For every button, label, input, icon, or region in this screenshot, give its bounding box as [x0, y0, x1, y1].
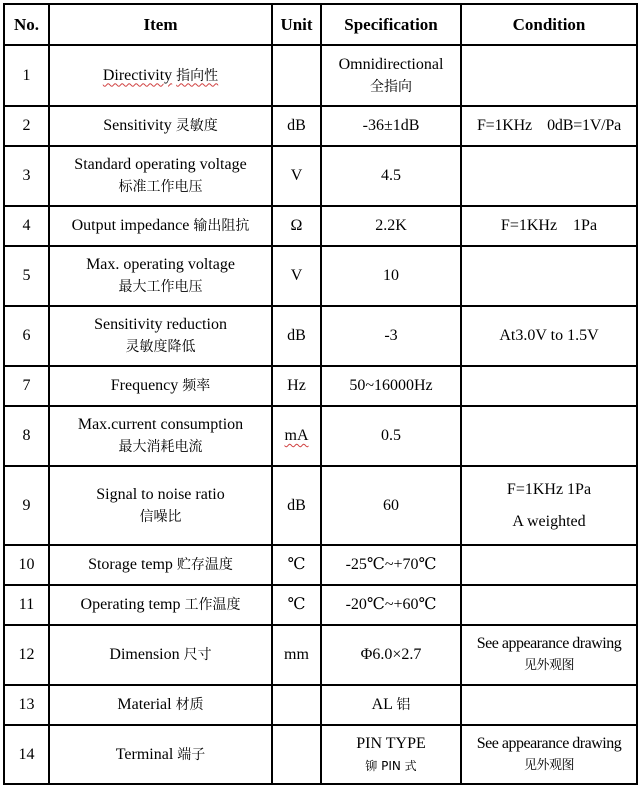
item-name-en: Frequency — [110, 377, 179, 394]
row-number: 12 — [4, 625, 49, 685]
item-cell — [49, 246, 272, 306]
condition-cell — [461, 466, 637, 545]
condition-value: F=1KHz 1Pa — [500, 217, 598, 234]
spec-cell: 0.5 — [321, 406, 461, 466]
item-name-en: Dimension — [109, 646, 180, 663]
spec-value-en: AL — [371, 696, 393, 713]
condition-value-cn: 见外观图 — [523, 757, 574, 773]
condition-value-en: See appearance drawing — [476, 635, 622, 652]
unit-cell: V — [272, 146, 321, 206]
condition-cell: At3.0V to 1.5V — [461, 306, 637, 366]
item-cell — [49, 685, 272, 725]
row-number: 9 — [4, 466, 49, 545]
unit-cell: V — [272, 246, 321, 306]
item-name-en: Output impedance — [71, 217, 190, 234]
unit-cell: ℃ — [272, 585, 321, 625]
row-number: 14 — [4, 725, 49, 784]
table-row — [4, 466, 637, 545]
item-cell — [49, 45, 272, 106]
item-cell — [49, 306, 272, 366]
header-specification: Specification — [321, 4, 461, 45]
item-name-cn: 最大工作电压 — [118, 279, 203, 295]
unit-cell: dB — [272, 106, 321, 146]
spec-value-cn: 铆 PIN 式 — [365, 758, 417, 773]
item-name-en: Signal to noise ratio — [96, 485, 225, 503]
item-cell — [49, 146, 272, 206]
item-name-en: Sensitivity — [103, 117, 172, 134]
header-no: No. — [4, 4, 49, 45]
condition-cell — [461, 206, 637, 246]
unit-cell — [272, 685, 321, 725]
unit-cell: Ω — [272, 206, 321, 246]
specification-table — [3, 3, 638, 785]
table-row — [4, 146, 637, 206]
table-row — [4, 45, 637, 106]
unit-cell — [272, 45, 321, 106]
item-cell — [49, 545, 272, 585]
condition-line-1: F=1KHz 1Pa — [506, 480, 592, 498]
item-name-cn: 贮存温度 — [176, 557, 233, 573]
table-row — [4, 366, 637, 406]
table-row — [4, 106, 637, 146]
spec-cell: -25℃~+70℃ — [321, 545, 461, 585]
header-item: Item — [49, 4, 272, 45]
row-number: 1 — [4, 45, 49, 106]
item-name-cn: 灵敏度 — [175, 118, 218, 134]
spec-cell: 50~16000Hz — [321, 366, 461, 406]
unit-cell: dB — [272, 306, 321, 366]
header-row — [4, 4, 637, 45]
table-row — [4, 406, 637, 466]
item-name-en: Storage temp — [88, 556, 173, 573]
condition-cell — [461, 146, 637, 206]
table-row — [4, 625, 637, 685]
spec-cell: -36±1dB — [321, 106, 461, 146]
condition-value: F=1KHz 0dB=1V/Pa — [476, 117, 622, 134]
table-row — [4, 585, 637, 625]
item-name-en: Sensitivity reduction — [94, 316, 227, 333]
item-name-cn: 尺寸 — [183, 647, 212, 663]
item-name-cn: 频率 — [182, 378, 211, 394]
spec-cell — [321, 725, 461, 784]
item-name-cn: 指向性 — [176, 67, 219, 84]
spec-cell — [321, 45, 461, 106]
row-number: 4 — [4, 206, 49, 246]
unit-cell: dB — [272, 466, 321, 545]
row-number: 6 — [4, 306, 49, 366]
item-cell — [49, 625, 272, 685]
spec-value-cn: 全指向 — [370, 78, 412, 95]
unit-cell — [272, 725, 321, 784]
item-name-en: Directivity — [102, 66, 173, 84]
item-name-en: Material — [117, 696, 172, 713]
condition-cell — [461, 625, 637, 685]
condition-cell — [461, 45, 637, 106]
condition-cell — [461, 246, 637, 306]
row-number: 2 — [4, 106, 49, 146]
item-name-en: Max. operating voltage — [86, 256, 235, 273]
item-cell — [49, 725, 272, 784]
spec-cell: 10 — [321, 246, 461, 306]
condition-cell — [461, 406, 637, 466]
table-row — [4, 725, 637, 784]
table-row — [4, 685, 637, 725]
spec-value-en: Omnidirectional — [338, 55, 444, 73]
item-name-cn: 最大消耗电流 — [118, 439, 203, 455]
condition-cell — [461, 585, 637, 625]
item-cell — [49, 466, 272, 545]
row-number: 13 — [4, 685, 49, 725]
spec-cell — [321, 685, 461, 725]
item-name-en: Max.current consumption — [77, 416, 244, 433]
item-cell — [49, 106, 272, 146]
condition-cell — [461, 545, 637, 585]
condition-cell — [461, 106, 637, 146]
unit-value: mA — [284, 427, 309, 444]
item-name-en: Operating temp — [80, 596, 181, 613]
condition-value-en: See appearance drawing — [476, 734, 622, 752]
table-row — [4, 545, 637, 585]
spec-cell: Φ6.0×2.7 — [321, 625, 461, 685]
header-condition: Condition — [461, 4, 637, 45]
unit-cell: mm — [272, 625, 321, 685]
spec-value-en: PIN TYPE — [356, 734, 426, 752]
condition-cell — [461, 366, 637, 406]
spec-cell: 60 — [321, 466, 461, 545]
row-number: 3 — [4, 146, 49, 206]
unit-cell: ℃ — [272, 545, 321, 585]
item-name-cn: 端子 — [177, 746, 206, 763]
condition-value-cn: 见外观图 — [523, 658, 574, 673]
item-name-cn: 材质 — [175, 697, 204, 713]
spec-cell: 4.5 — [321, 146, 461, 206]
item-name-en: Terminal — [115, 745, 174, 763]
row-number: 11 — [4, 585, 49, 625]
condition-line-2: A weighted — [512, 512, 586, 530]
row-number: 10 — [4, 545, 49, 585]
item-name-cn: 灵敏度降低 — [125, 339, 196, 355]
item-cell — [49, 206, 272, 246]
row-number: 8 — [4, 406, 49, 466]
row-number: 5 — [4, 246, 49, 306]
unit-cell: Hz — [272, 366, 321, 406]
item-cell — [49, 366, 272, 406]
table-row — [4, 206, 637, 246]
spec-value-cn: 铝 — [396, 697, 411, 713]
table-row — [4, 306, 637, 366]
spec-cell: -3 — [321, 306, 461, 366]
condition-cell — [461, 725, 637, 784]
spec-cell: 2.2K — [321, 206, 461, 246]
row-number: 7 — [4, 366, 49, 406]
header-unit: Unit — [272, 4, 321, 45]
item-cell — [49, 406, 272, 466]
item-name-cn: 工作温度 — [184, 597, 241, 613]
unit-cell — [272, 406, 321, 466]
condition-cell — [461, 685, 637, 725]
item-cell — [49, 585, 272, 625]
spec-cell: -20℃~+60℃ — [321, 585, 461, 625]
item-name-en: Standard operating voltage — [74, 156, 247, 173]
item-name-cn: 信噪比 — [139, 508, 182, 525]
item-name-cn: 标准工作电压 — [118, 179, 203, 195]
item-name-cn: 输出阻抗 — [193, 218, 250, 234]
table-row — [4, 246, 637, 306]
